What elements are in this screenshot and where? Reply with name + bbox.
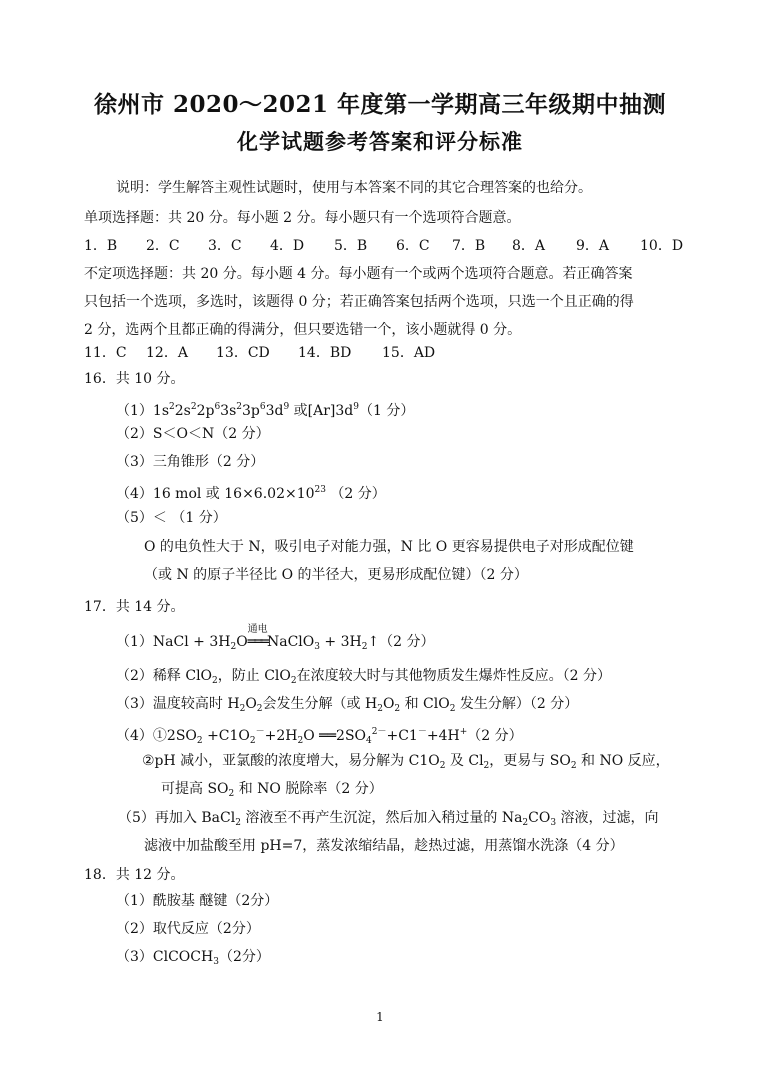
answer-14: 14．BD [298, 345, 352, 361]
q16-answer-5-line2: O 的电负性大于 N，吸引电子对能力强，N 比 O 更容易提供电子对形成配位键 [144, 539, 634, 555]
q16-answer-3: （3）三角锥形（2 分） [116, 454, 265, 470]
answer-5: 5．B [334, 238, 368, 254]
answer-6: 6．C [396, 238, 430, 254]
q16-header: 16．共 10 分。 [84, 371, 185, 387]
q17-answer-5: （5）再加入 BaCl$_2$ 溶液至不再产生沉淀，然后加入稍过量的 $Na_2CO_3$ 溶液，过滤，向 [118, 810, 659, 828]
answer-9: 9．A [576, 238, 610, 254]
q17-answer-1: （1）NaCl + $3H_2O$ 通电 ═══NaClO$_3$ + $3H_2↑(2$ 分） [116, 624, 435, 652]
multi-choice-header-line1: 不定项选择题：共 20 分。每小题 4 分。每小题有一个或两个选项符合题意。若正确答案 [84, 266, 633, 282]
q16-answer-5-line3: （或 N 的原子半径比 O 的半径大，更易形成配位键）（2 分） [144, 567, 528, 583]
q17-answer-4-2: ②pH 减小，亚氯酸的浓度增大，易分解为 $C1O_2$ 及 $Cl_2$，更易与 $SO_2$ 和 NO 反应， [142, 753, 670, 771]
q18-answer-1: （1）酰胺基 醚键（2分） [116, 893, 279, 909]
answer-10: 10．D [640, 238, 684, 254]
q17-answer-4-3: 可提高 $SO_2$ 和 NO 脱除率（2 分） [161, 781, 383, 799]
document-title: 徐州市 2020～2021 年度第一学期高三年级期中抽测 [93, 91, 667, 118]
reaction-condition: 通电 ═══ [247, 624, 268, 650]
q18-answer-2: （2）取代反应（2分） [116, 921, 260, 937]
answer-12: 12．A [146, 345, 188, 361]
multi-choice-header-line2: 只包括一个选项，多选时，该题得 0 分；若正确答案包括两个选项，只选一个且正确的得 [84, 294, 634, 310]
single-choice-header: 单项选择题：共 20 分。每小题 2 分。每小题只有一个选项符合题意。 [84, 210, 521, 226]
answer-8: 8．A [512, 238, 546, 254]
answer-7: 7．B [452, 238, 486, 254]
q17-header: 17．共 14 分。 [84, 599, 185, 615]
answer-13: 13．CD [216, 345, 270, 361]
q17-answer-3: （3）温度较高时 $H_2O_2$会发生分解（或 $H_2O_2$ 和 ClO$_2$ 发生分解）（2 分） [116, 696, 579, 714]
q16-answer-4: （4）16 mol 或 $16\times 6.02\times 10^{23}$ （2 分） [116, 485, 386, 502]
answer-4: 4．D [270, 238, 305, 254]
document-subtitle: 化学试题参考答案和评分标准 [237, 129, 523, 154]
q17-answer-4-1: $(4)①2SO_2 +C1O_2^-+2H_2O$ $══2SO_4^{2-}+C1^-+4H^+(2$ 分） [116, 727, 523, 746]
answer-1: 1．B [84, 238, 118, 254]
answer-15: 15．AD [382, 345, 436, 361]
q18-answer-3: （3）ClCOCH$_3$（2分） [116, 949, 270, 967]
scoring-note: 说明：学生解答主观性试题时，使用与本答案不同的其它合理答案的也给分。 [116, 180, 592, 196]
answer-11: 11．C [84, 345, 127, 361]
answer-2: 2．C [146, 238, 180, 254]
q16-answer-1: $(1)1s^22s^22p^63s^23p^63d^9$ 或$[Ar]3d^9(1$ 分） [116, 402, 415, 419]
q16-answer-2: （2）S＜O＜N（2 分） [116, 426, 270, 442]
q18-header: 18．共 12 分。 [84, 867, 185, 883]
page-number: 1 [376, 1010, 384, 1024]
answer-3: 3．C [208, 238, 242, 254]
q16-answer-5: （5）＜ （1 分） [116, 510, 227, 526]
multi-choice-header-line3: 2 分，选两个且都正确的得满分，但只要选错一个，该小题就得 0 分。 [84, 322, 522, 338]
q17-answer-2: （2）稀释 ClO$_2$，防止 ClO$_2$在浓度较大时与其他物质发生爆炸性反应。（2 分） [116, 668, 611, 686]
q17-answer-5-line2: 滤液中加盐酸至用 pH=7，蒸发浓缩结晶，趁热过滤，用蒸馏水洗涤（4 分） [144, 838, 624, 854]
